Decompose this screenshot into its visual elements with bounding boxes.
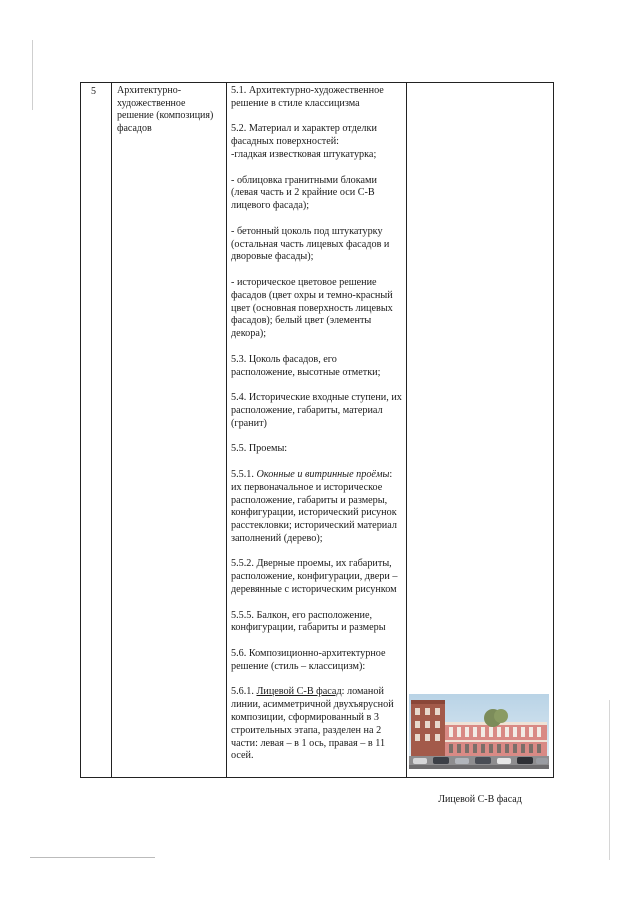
- item-5-5-5: 5.5.5. Балкон, его расположение, конфигурации, габариты и размеры: [231, 609, 386, 634]
- item-5-2-b: - облицовка гранитными блоками (левая часть и 2 крайние оси С-В лицевого фасада);: [231, 174, 377, 212]
- item-5-5-2: 5.5.2. Дверные проемы, их габариты, расположение, конфигурации, двери – деревянные с историческим рисунком: [231, 558, 398, 596]
- margin-mark: [609, 700, 610, 860]
- item-5-2-a: -гладкая известковая штукатурка;: [231, 148, 377, 160]
- item-5-4: 5.4. Исторические входные ступени, их расположение, габариты, материал (гранит): [231, 392, 402, 429]
- item-5-1: 5.1. Архитектурно-художественное решение в стиле классицизма: [231, 85, 384, 109]
- element-name: Архитектурно-художественное решение (композиция) фасадов: [117, 85, 214, 134]
- item-5-6: 5.6. Композиционно-архитектурное решение (стиль – классицизм):: [231, 648, 386, 672]
- item-5-2: 5.2. Материал и характер отделки фасадных поверхностей:: [231, 123, 377, 148]
- element-name-cell: [112, 83, 227, 778]
- item-5-5-1: [231, 469, 403, 546]
- item-5-6-1-number: 5.6.1.: [231, 686, 257, 698]
- photo-area: [407, 83, 553, 805]
- footer-rule: [30, 857, 155, 858]
- item-5-5-1-heading: Оконные и витринные проёмы: [256, 468, 390, 480]
- item-5-3: 5.3. Цоколь фасадов, его расположение, высотные отметки;: [231, 353, 381, 378]
- protection-subject-table: [80, 82, 554, 805]
- item-5-2-c: - бетонный цоколь под штукатурку (остальная часть лицевых фасадов и дворовые фасады);: [231, 225, 390, 263]
- item-5-5-1-body: : их первоначальное и историческое расположение, габариты и размеры, конфигурации, исторический рисунок расстекловки; исторический материал заполнений (дерево);: [231, 468, 397, 544]
- description: [227, 83, 406, 766]
- photo-cell: [407, 83, 554, 805]
- item-5-6-1-body: : ломаной линии, асимметричной двухъярусной композиции, сформированный в 3 строительных этапа, разделен на 2 части: левая – в 1 ось, правая – в 11 осей.: [231, 686, 394, 762]
- table-row: [81, 83, 554, 778]
- item-5-6-1: [231, 686, 403, 763]
- margin-mark: [32, 40, 33, 110]
- item-5-5-1-number: 5.5.1.: [231, 468, 257, 480]
- item-5-2-d: - историческое цветовое решение фасадов (цвет охры и темно-красный цвет (основная поверхность лицевых фасадов); белый цвет (элементы декора);: [231, 276, 393, 340]
- row-number-cell: [81, 83, 112, 778]
- photo-caption: Лицевой С-В фасад: [438, 794, 522, 805]
- item-5-6-1-heading: Лицевой С-В фасад: [256, 686, 342, 698]
- description-cell: [227, 83, 407, 778]
- row-number: 5: [91, 86, 96, 97]
- item-5-5: 5.5. Проемы:: [231, 443, 288, 455]
- facade-photo: [409, 694, 549, 769]
